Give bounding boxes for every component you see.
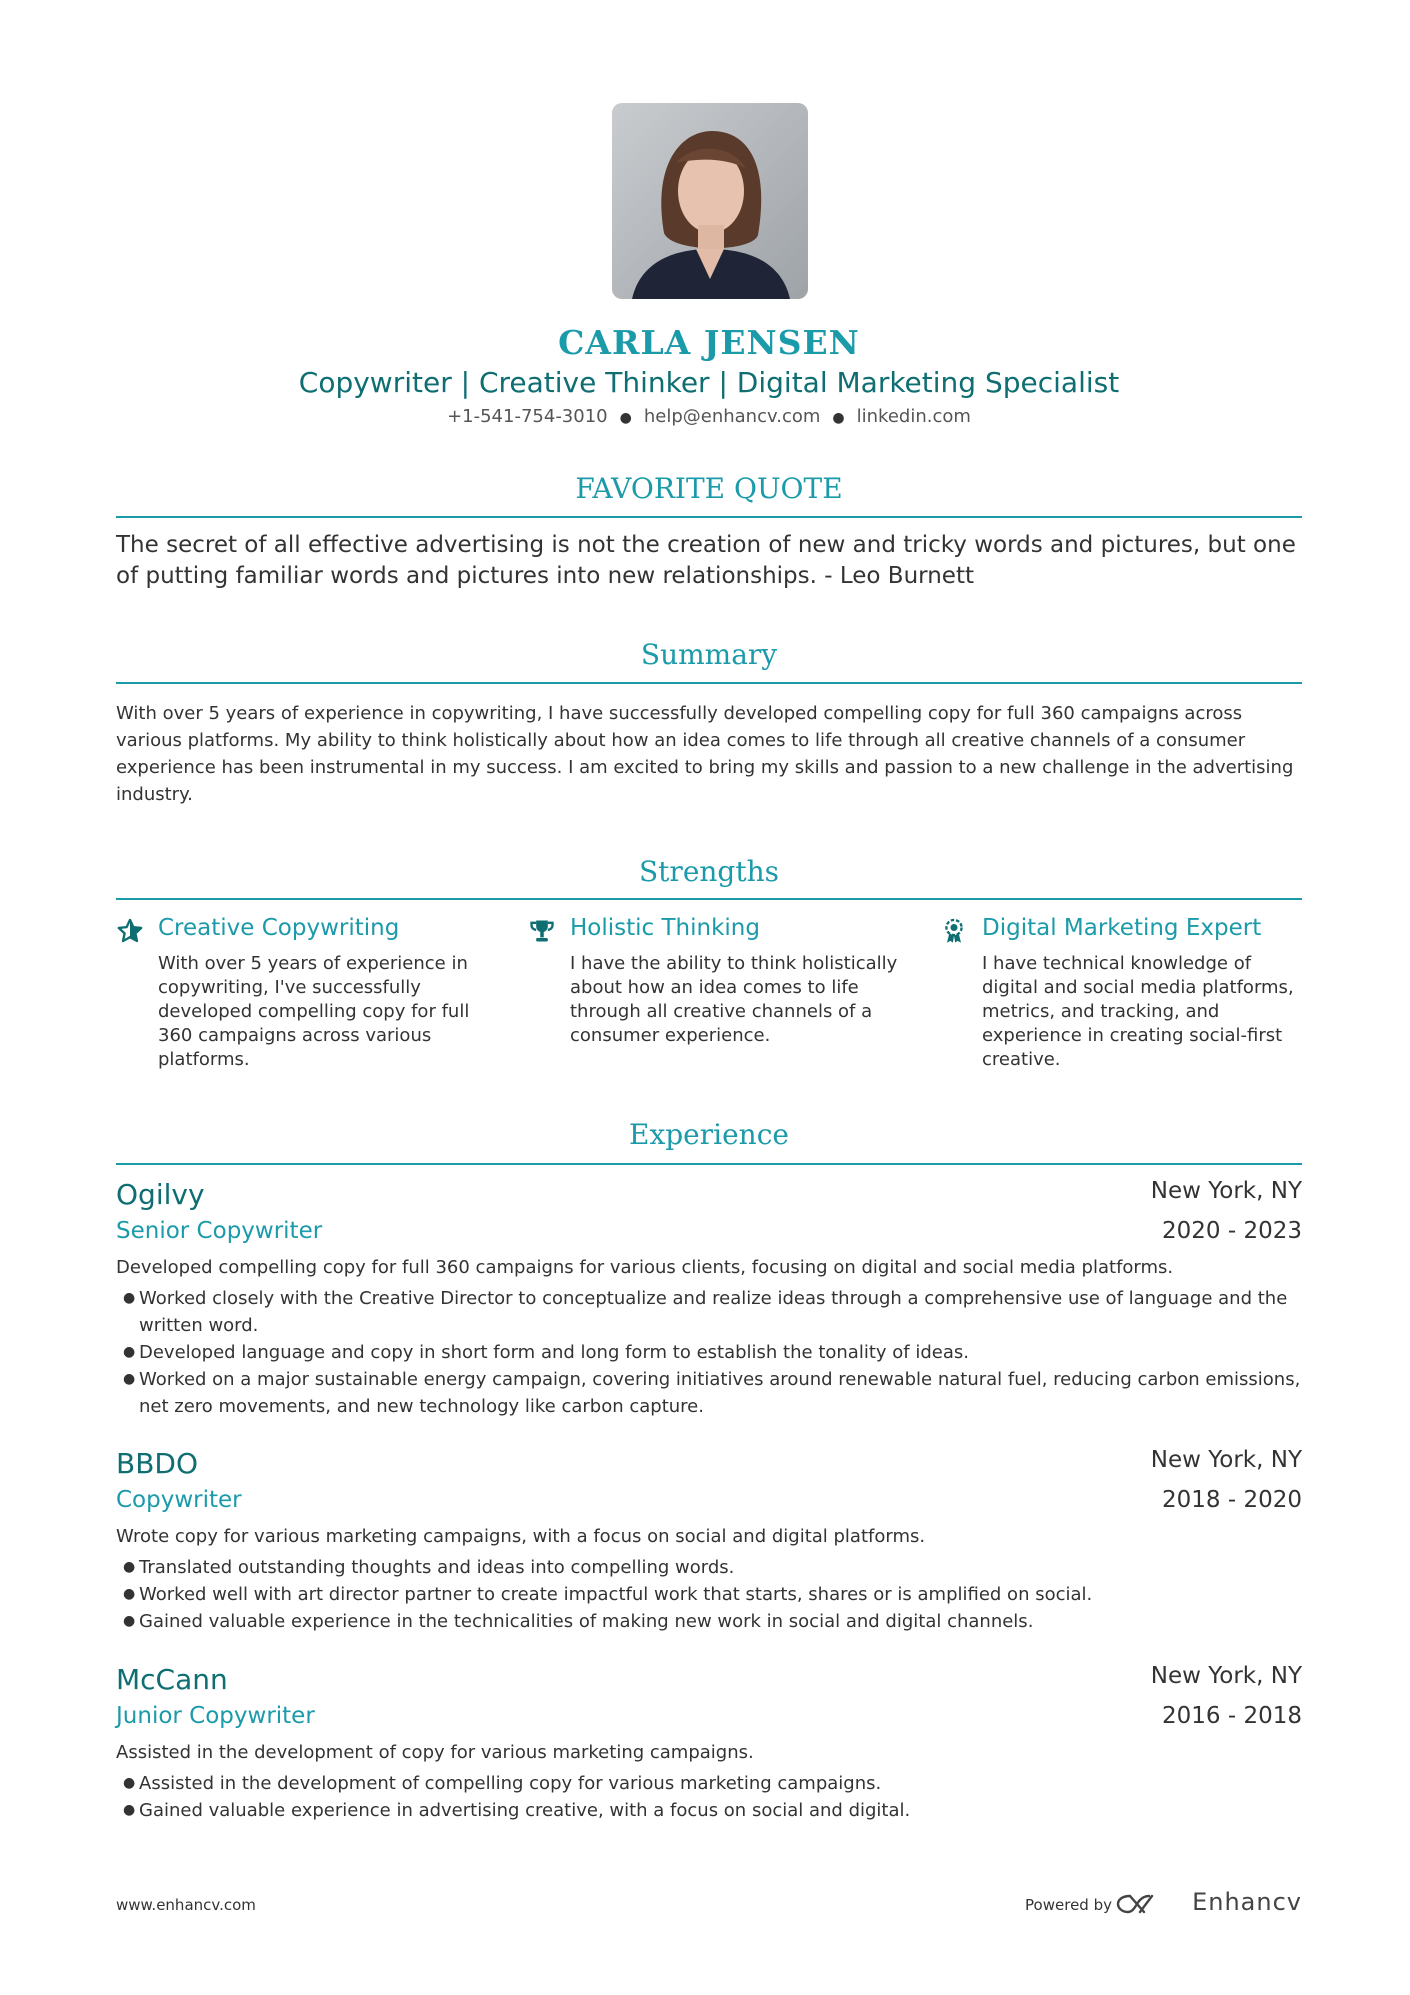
star-icon [116, 917, 144, 945]
bullet-dot: ● [123, 1802, 136, 1818]
job-dates: 2016 - 2018 [1162, 1703, 1302, 1729]
bullet-dot: ● [123, 1586, 136, 1602]
strength-description: I have technical knowledge of digital and social media platforms, metrics, and tracking, and experience in creating social-first creative. [982, 953, 1294, 1070]
job-bullet-text: Worked well with art director partner to create impactful work that starts, shares or is amplified on social. [139, 1584, 1093, 1605]
job-location: New York, NY [1150, 1178, 1302, 1204]
trophy-icon [528, 917, 556, 945]
profile-photo [612, 103, 808, 299]
section-divider [116, 898, 1302, 900]
job-bullet [116, 1339, 1302, 1366]
bullet-dot: ● [123, 1290, 136, 1306]
strength-title: Holistic Thinking [570, 915, 760, 941]
bullet-separator: ● [832, 410, 845, 426]
job-bullet [116, 1581, 1302, 1608]
job-bullet-text: Gained valuable experience in advertising creative, with a focus on social and digital. [139, 1800, 911, 1821]
job-bullet-list [116, 1770, 1302, 1824]
job-location: New York, NY [1150, 1663, 1302, 1689]
job-role: Senior Copywriter [116, 1218, 323, 1244]
strength-description: With over 5 years of experience in copywriting, I've successfully developed compelling copy for full 360 campaigns across various platforms. [158, 953, 470, 1070]
summary-text: With over 5 years of experience in copywriting, I have successfully developed compelling copy for full 360 campaigns across various platforms. My ability to think holistically about how an idea comes to life through all creative channels of a consumer experience has been instrumental in my success. I am excited to bring my skills and passion to a new challenge in the advertising industry. [116, 703, 1294, 805]
job-location: New York, NY [1150, 1447, 1302, 1473]
job-dates: 2018 - 2020 [1162, 1487, 1302, 1513]
job-bullet-text: Gained valuable experience in the technicalities of making new work in social and digital channels. [139, 1611, 1034, 1632]
job-bullet [116, 1797, 1302, 1824]
candidate-title: Copywriter | Creative Thinker | Digital Marketing Specialist [298, 366, 1120, 399]
bullet-dot: ● [123, 1775, 136, 1791]
job-bullet [116, 1770, 1302, 1797]
job-description: Assisted in the development of copy for various marketing campaigns. [116, 1742, 754, 1763]
bullet-separator: ● [619, 410, 632, 426]
job-bullet [116, 1366, 1302, 1420]
bullet-dot: ● [123, 1613, 136, 1629]
job-bullet [116, 1285, 1302, 1339]
job-company: BBDO [116, 1447, 199, 1480]
powered-by-label: Powered by [1025, 1896, 1112, 1914]
section-heading-strengths: Strengths [639, 855, 779, 888]
section-heading-summary: Summary [640, 638, 778, 671]
job-bullet-text: Translated outstanding thoughts and ideas into compelling words. [139, 1557, 735, 1578]
award-ribbon-icon [940, 917, 968, 945]
job-bullet-text: Developed language and copy in short form and long form to establish the tonality of ideas. [139, 1342, 969, 1363]
job-company: McCann [116, 1663, 228, 1696]
job-bullet-text: Worked on a major sustainable energy campaign, covering initiatives around renewable natural fuel, reducing carbon emissions, net zero movements, and new technology like carbon capture. [139, 1369, 1301, 1417]
enhancv-logo-icon [1114, 1890, 1156, 1918]
job-bullet-list [116, 1554, 1302, 1635]
job-bullet-text: Assisted in the development of compelling copy for various marketing campaigns. [139, 1773, 882, 1794]
contact-line [116, 406, 1302, 427]
job-bullet-list [116, 1285, 1302, 1420]
job-role: Junior Copywriter [116, 1703, 315, 1729]
footer-branding[interactable] [982, 1888, 1302, 1920]
resume-page [116, 0, 1302, 1995]
job-description: Developed compelling copy for full 360 campaigns for various clients, focusing on digital and social media platforms. [116, 1257, 1174, 1278]
section-divider [116, 1163, 1302, 1165]
footer-website[interactable]: www.enhancv.com [116, 1896, 256, 1914]
strength-title: Creative Copywriting [158, 915, 400, 941]
linkedin-link[interactable]: linkedin.com [856, 406, 971, 427]
bullet-dot: ● [123, 1371, 136, 1387]
section-heading-experience: Experience [629, 1118, 789, 1151]
candidate-name: CARLA JENSEN [558, 323, 860, 362]
phone-number[interactable]: +1-541-754-3010 [447, 406, 608, 427]
job-company: Ogilvy [116, 1178, 205, 1211]
job-bullet [116, 1608, 1302, 1635]
job-dates: 2020 - 2023 [1162, 1218, 1302, 1244]
strength-title: Digital Marketing Expert [982, 915, 1262, 941]
strength-description: I have the ability to think holistically about how an idea comes to life through all creative channels of a consumer experience. [570, 953, 898, 1046]
job-bullet-text: Worked closely with the Creative Director to conceptualize and realize ideas through a comprehensive use of language and the written word. [139, 1288, 1288, 1336]
job-bullet [116, 1554, 1302, 1581]
enhancv-brand-name: Enhancv [1192, 1888, 1302, 1916]
section-divider [116, 682, 1302, 684]
bullet-dot: ● [123, 1559, 136, 1575]
bullet-dot: ● [123, 1344, 136, 1360]
job-role: Copywriter [116, 1487, 242, 1513]
section-divider [116, 516, 1302, 518]
section-heading-quote: FAVORITE QUOTE [575, 472, 843, 505]
job-description: Wrote copy for various marketing campaigns, with a focus on social and digital platforms. [116, 1526, 926, 1547]
favorite-quote-text: The secret of all effective advertising is not the creation of new and tricky words and pictures, but one of putting familiar words and pictures into new relationships. - Leo Burnett [116, 532, 1296, 589]
email-address[interactable]: help@enhancv.com [643, 406, 821, 427]
